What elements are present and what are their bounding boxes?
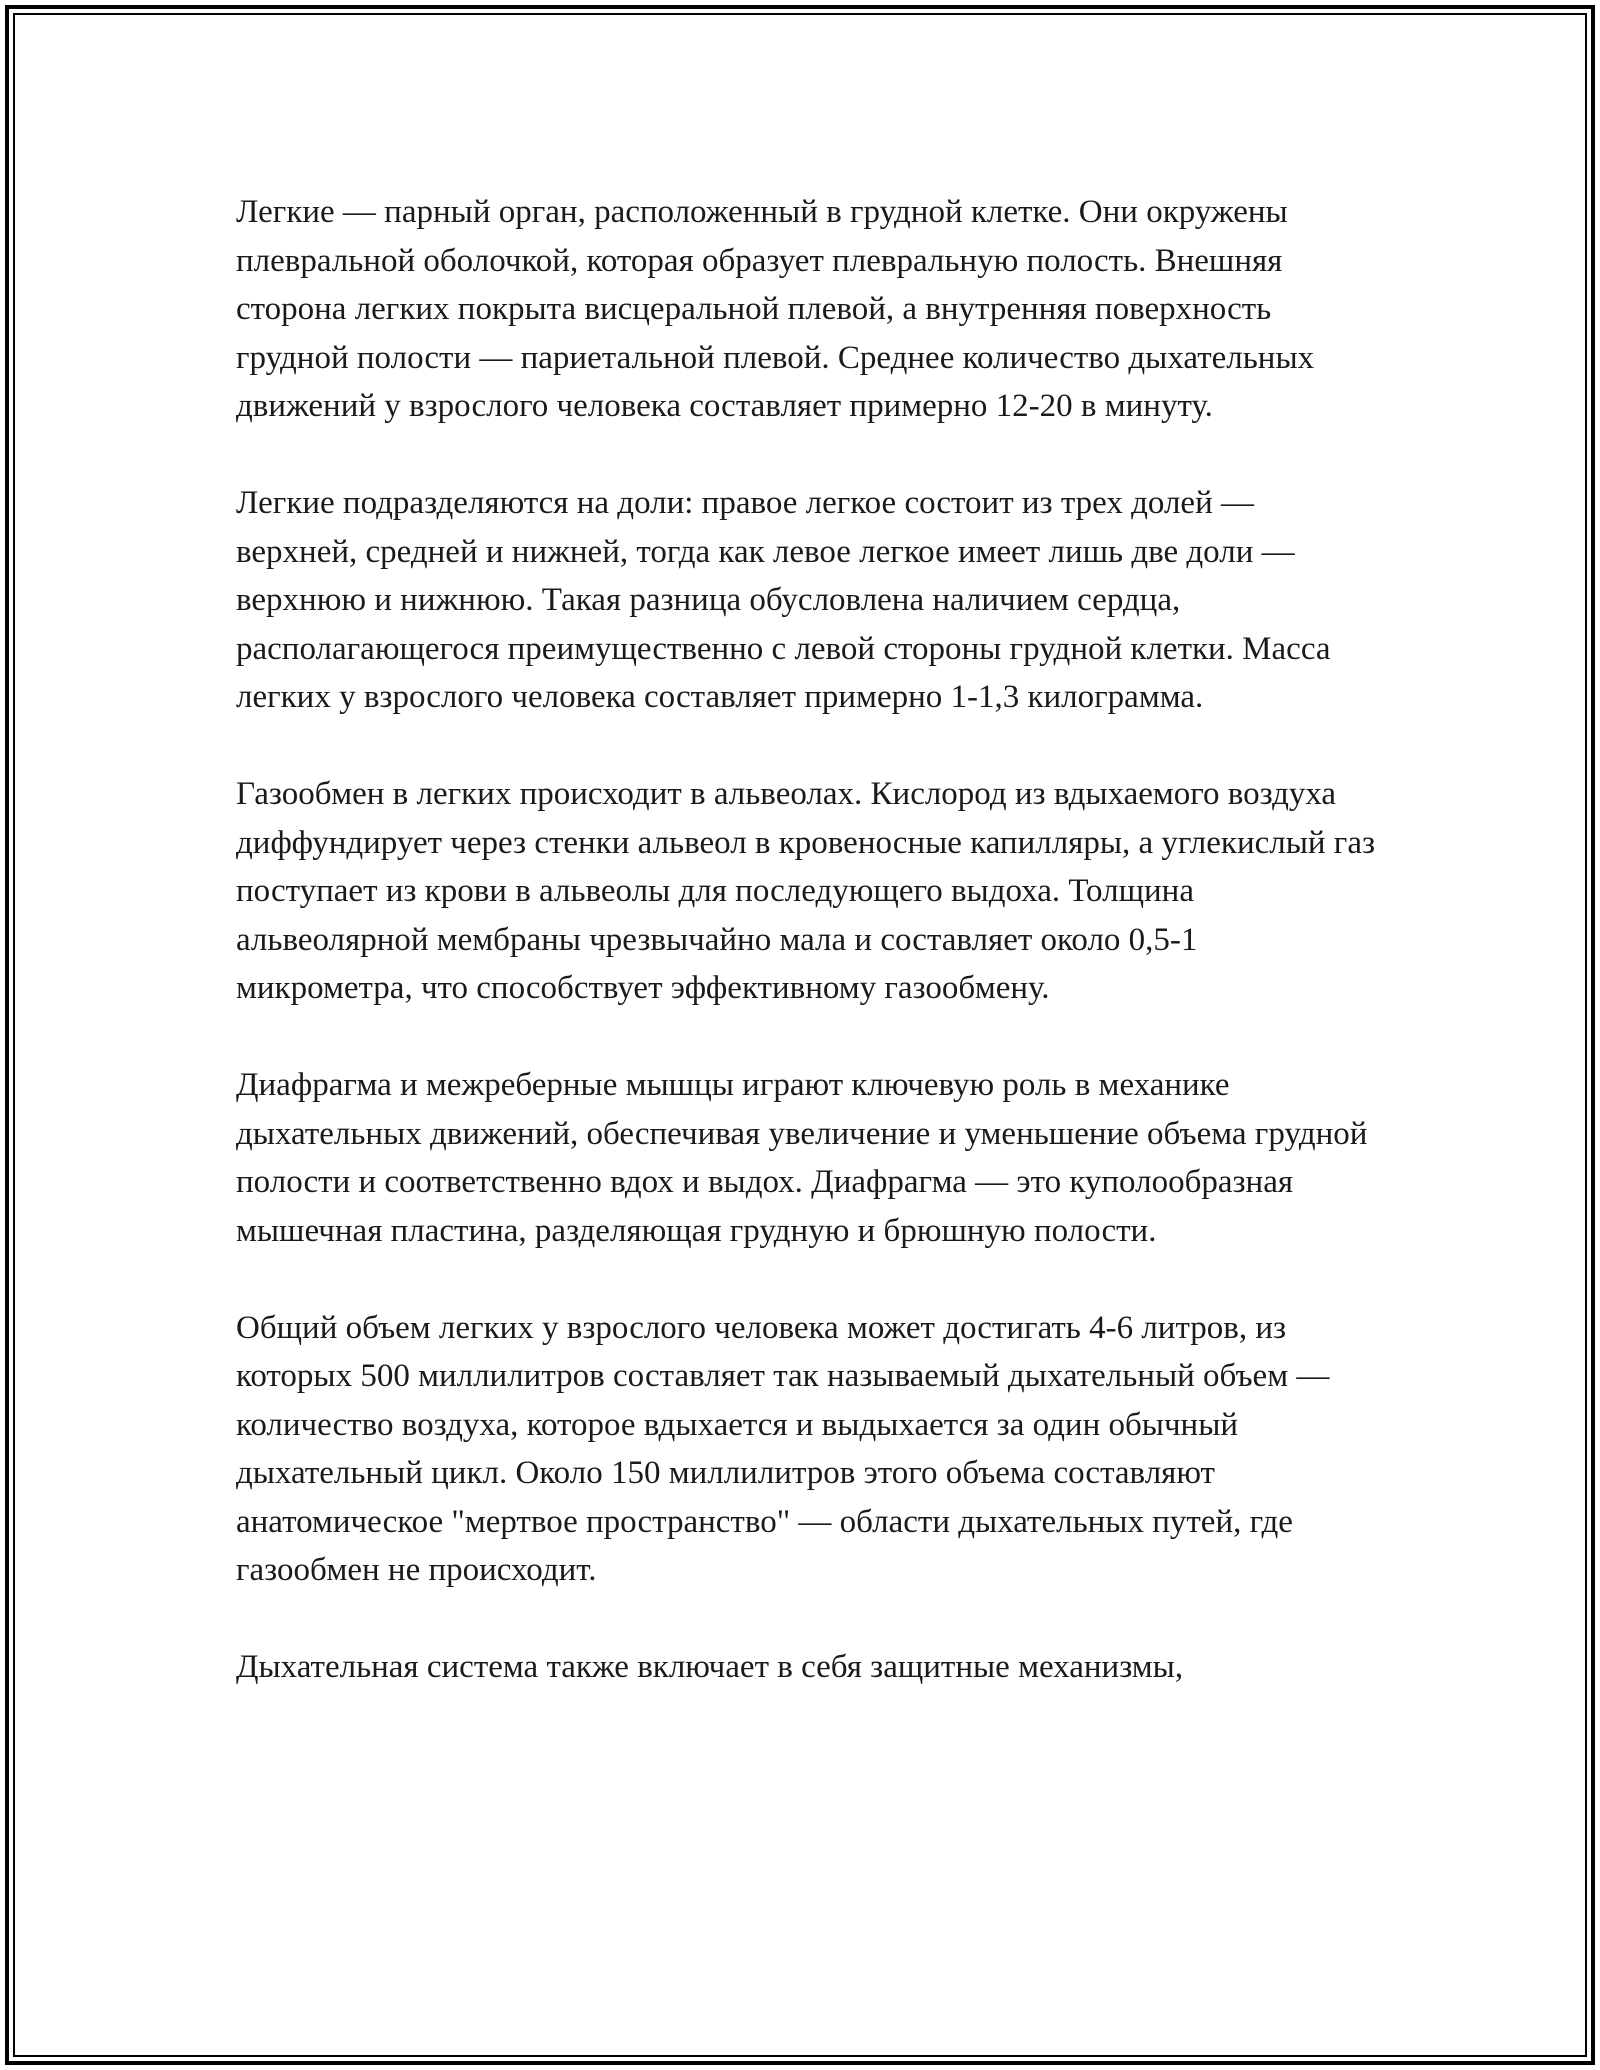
document-body xyxy=(236,188,1376,1692)
paragraph-gas-exchange: Газообмен в легких происходит в альвеолах. Кислород из вдыхаемого воздуха диффундирует через стенки альвеол в кровеносные капилляры, а углекислый газ поступает из крови в альвеолы для последующего выдоха. Толщина альвеолярной мембраны чрезвычайно мала и составляет около 0,5-1 микрометра, что способствует эффективному газообмену. xyxy=(236,776,1376,1006)
paragraph-protective-mechanisms: Дыхательная система также включает в себя защитные механизмы, xyxy=(236,1649,1184,1685)
paragraph-diaphragm: Диафрагма и межреберные мышцы играют ключевую роль в механике дыхательных движений, обеспечивая увеличение и уменьшение объема грудной полости и соответственно вдох и выдох. Диафрагма — это куполообразная мышечная пластина, разделяющая грудную и брюшную полости. xyxy=(236,1067,1368,1249)
paragraph-lung-lobes: Легкие подразделяются на доли: правое легкое состоит из трех долей — верхней, средней и нижней, тогда как левое легкое имеет лишь две доли — верхнюю и нижнюю. Такая разница обусловлена наличием сердца, располагающегося преимущественно с левой стороны грудной клетки. Масса легких у взрослого человека составляет примерно 1-1,3 килограмма. xyxy=(236,485,1331,715)
paragraph-lungs-overview: Легкие — парный орган, расположенный в грудной клетке. Они окружены плевральной оболочкой, которая образует плевральную полость. Внешняя сторона легких покрыта висцеральной плевой, а внутренняя поверхность грудной полости — париетальной плевой. Среднее количество дыхательных движений у взрослого человека составляет примерно 12-20 в минуту. xyxy=(236,194,1315,424)
paragraph-lung-volume: Общий объем легких у взрослого человека может достигать 4-6 литров, из которых 500 миллилитров составляет так называемый дыхательный объем — количество воздуха, которое вдыхается и выдыхается за один обычный дыхательный цикл. Около 150 миллилитров этого объема составляют анатомическое "мертвое пространство" — области дыхательных путей, где газообмен не происходит. xyxy=(236,1309,1330,1588)
